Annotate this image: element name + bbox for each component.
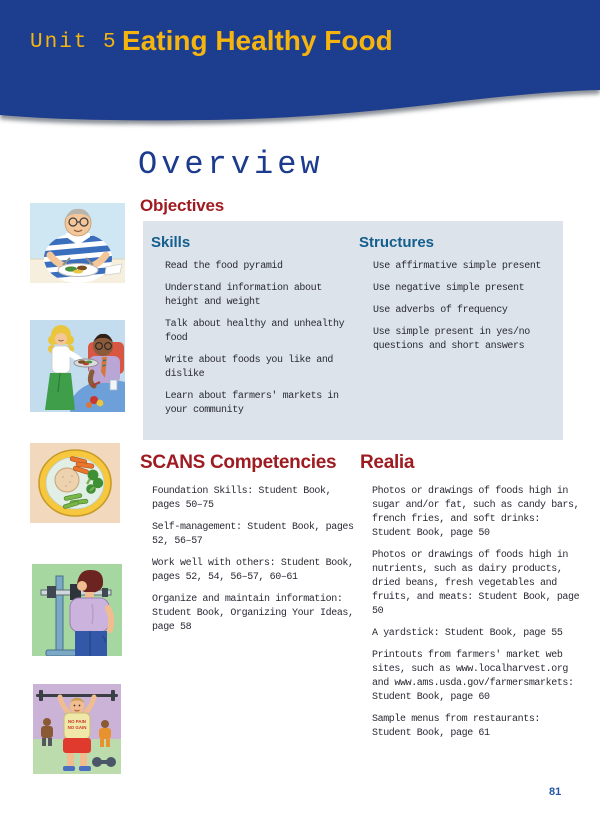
scans-item: Organize and maintain information: Student Book, Organizing Your Ideas, page 58 — [152, 594, 354, 633]
header-wave-graphic — [0, 0, 600, 135]
person-on-scale-graphic — [32, 564, 122, 656]
illustration-man-lifting-barbell — [33, 684, 121, 774]
scans-item: Self-management: Student Book, pages 52, 56–57 — [152, 522, 354, 547]
page-title: Overview — [138, 146, 324, 183]
objectives-box — [143, 221, 563, 440]
scans-item: Work well with others: Student Book, pages 52, 54, 56–57, 60–61 — [152, 558, 354, 583]
realia-heading: Realia — [360, 452, 415, 473]
realia-item: A yardstick: Student Book, page 55 — [372, 628, 563, 639]
shirt-text-line1: NO PAIN — [68, 719, 86, 724]
shirt-text-line2: NO GAIN — [67, 725, 87, 730]
structures-heading: Structures — [359, 234, 435, 251]
realia-item: Photos or drawings of foods high in nutrients, such as dairy products, dried beans, fresh vegetables and fruits, and meats: Student Book, page 50 — [372, 550, 580, 617]
unit-number-label: Unit 5 — [30, 31, 118, 54]
structures-item: Use negative simple present — [373, 283, 525, 294]
illustration-person-on-scale — [32, 564, 122, 656]
scans-list — [140, 485, 354, 635]
illustration-man-eating — [30, 203, 125, 283]
skills-heading: Skills — [151, 234, 191, 251]
realia-item: Printouts from farmers' market web sites, such as www.localharvest.org and www.ams.usda.gov/farmersmarkets: Student Book, page 60 — [372, 650, 574, 703]
skills-item: Read the food pyramid — [165, 261, 283, 272]
man-eating-graphic — [30, 203, 125, 283]
scans-section — [140, 452, 354, 643]
skills-item: Learn about farmers' markets in your community — [165, 391, 339, 416]
weightlifter-graphic — [33, 684, 121, 774]
page-number: 81 — [549, 786, 562, 798]
skills-item: Understand information about height and weight — [165, 283, 322, 308]
structures-item: Use affirmative simple present — [373, 261, 542, 272]
scans-heading: SCANS Competencies — [140, 452, 337, 473]
structures-column — [359, 234, 557, 362]
illustration-woman-serving — [30, 320, 125, 412]
structures-list — [359, 260, 557, 354]
structures-item: Use adverbs of frequency — [373, 305, 508, 316]
realia-list — [360, 485, 580, 741]
illustration-vegetable-plate — [30, 443, 120, 523]
objectives-heading: Objectives — [140, 196, 224, 215]
skills-column — [151, 234, 349, 426]
skills-item: Write about foods you like and dislike — [165, 355, 334, 380]
unit-header-band — [0, 0, 600, 135]
realia-item: Sample menus from restaurants: Student Book, page 61 — [372, 714, 541, 739]
unit-title: Eating Healthy Food — [122, 25, 393, 56]
realia-section — [360, 452, 580, 749]
skills-item: Talk about healthy and unhealthy food — [165, 319, 345, 344]
scans-item: Foundation Skills: Student Book, pages 50–75 — [152, 486, 332, 511]
structures-item: Use simple present in yes/no questions and short answers — [373, 327, 530, 352]
vegetable-plate-graphic — [30, 443, 120, 523]
woman-serving-graphic — [30, 320, 125, 412]
skills-list — [151, 260, 349, 418]
realia-item: Photos or drawings of foods high in sugar and/or fat, such as candy bars, french fries, and soft drinks: Student Book, page 50 — [372, 486, 580, 539]
